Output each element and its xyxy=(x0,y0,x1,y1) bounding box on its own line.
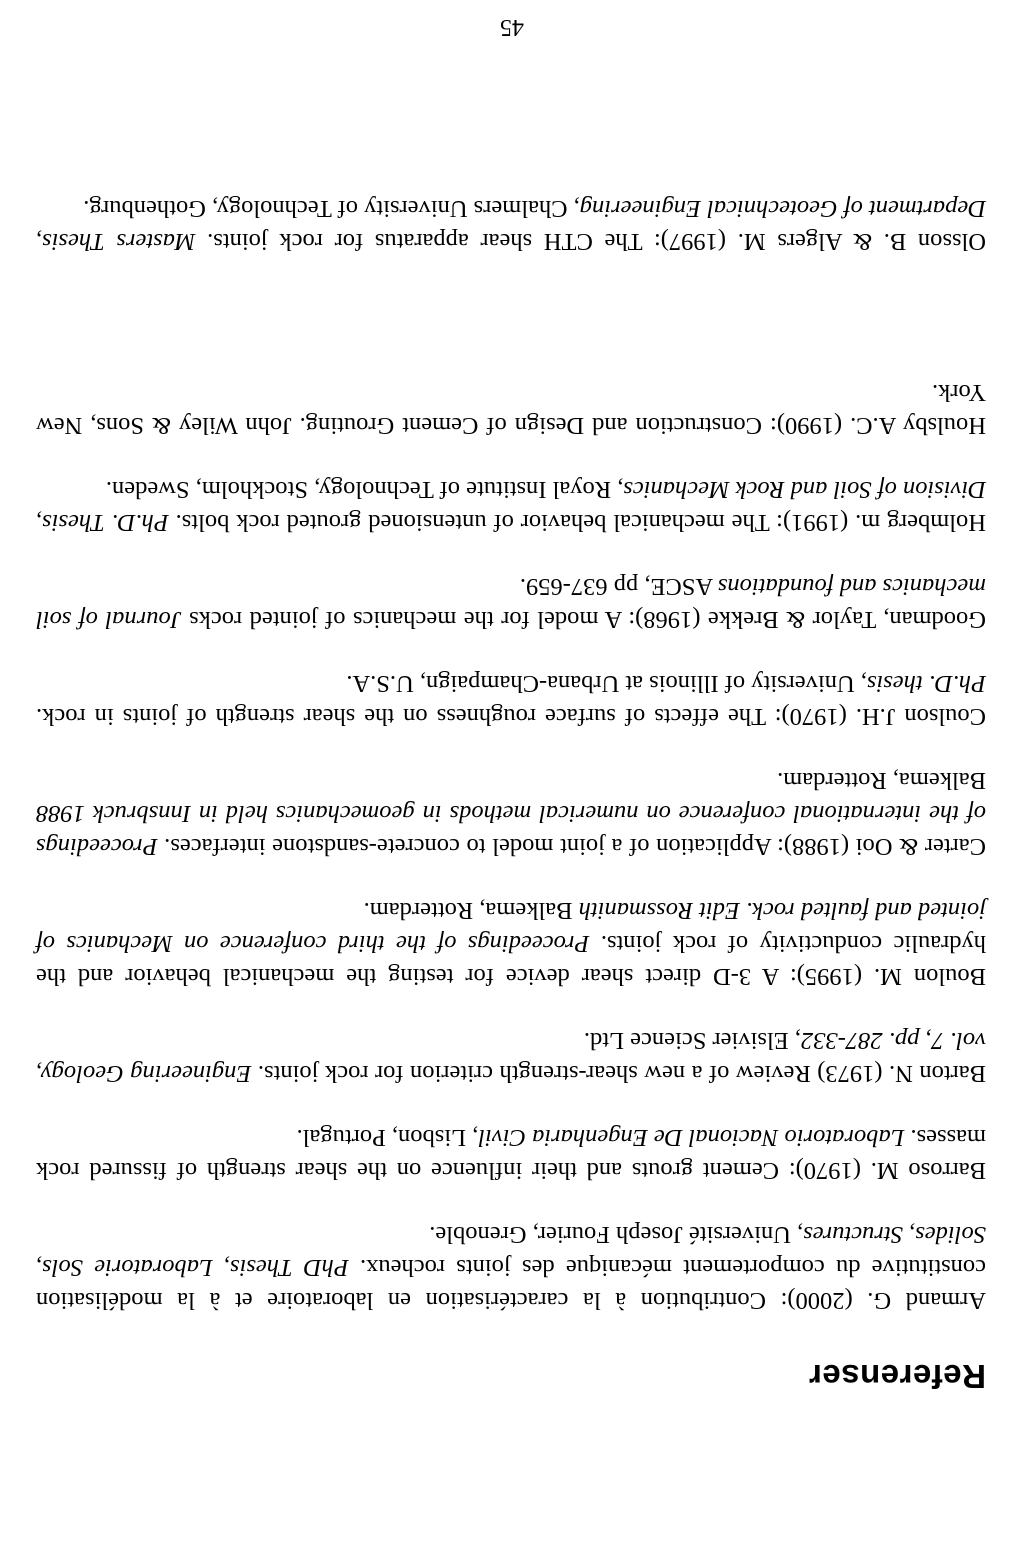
reference-item: Houlsby A.C. (1990): Construction and Design of Cement Grouting. John Wiley & Sons, New York. xyxy=(36,379,986,439)
reference-item: Boulon M. (1995): A 3-D direct shear device for testing the mechanical behavior and the hydraulic conductivity of rock joints. Proceedings of the third conference on Mechanics of jointed and faulted rock. Edit Rossmanith Balkema, Rotterdam. xyxy=(36,897,986,990)
reference-item: Barton N. (1973) Review of a new shear-strength criterion for rock joints. Engineering Geology, vol. 7, pp. 287-332, Elsivier Science Ltd. xyxy=(35,1027,986,1087)
page-number: 45 xyxy=(500,14,524,40)
reference-item: Carter & Ooi (1988): Application of a joint model to concrete-sandstone interfaces. Proceedings of the international conference on numerical methods in geomechanics held in Innsbruck 1988 Balkema, Rotterdam. xyxy=(36,767,986,860)
reference-item: Olsson B. & Algers M. (1997): The CTH shear apparatus for rock joints. Masters Thesis, Department of Geotechnical Engineering, Chalmers University of Technology, Gothenburg. xyxy=(35,195,986,255)
reference-list xyxy=(36,161,986,1317)
reference-item: Goodman, Taylor & Brekke (1968): A model for the mechanics of jointed rocks Journal of soil mechanics and foundations ASCE, pp 637-659. xyxy=(36,573,986,633)
reference-item: Barroso M. (1970): Cement grouts and their influence on the shear strength of fissured rock masses. Laboratorio Nacional De Engenharia Civil, Lisbon, Portugal. xyxy=(36,1124,986,1184)
page-title: Referenser xyxy=(808,1358,986,1395)
reference-item: Armand G. (2000): Contribution à la caractérisation en laboratoire et à la modélisation constitutive du comportement mécanique des joints rocheux. PhD Thesis, Laboratorie Sols, Solides, Structures, Université Joseph Fourier, Grenoble. xyxy=(36,1221,986,1314)
reference-item: Coulson J.H. (1970): The effects of surface roughness on the shear strength of joints in rock. Ph.D. thesis, University of Illinois at Urbana-Champaign, U.S.A. xyxy=(36,670,986,730)
reference-item: Holmberg m. (1991): The mechanical behavior of untensioned grouted rock bolts. Ph.D. Thesis, Division of Soil and Rock Mechanics, Royal Institute of Technology, Stockholm, Sweden. xyxy=(36,476,986,536)
